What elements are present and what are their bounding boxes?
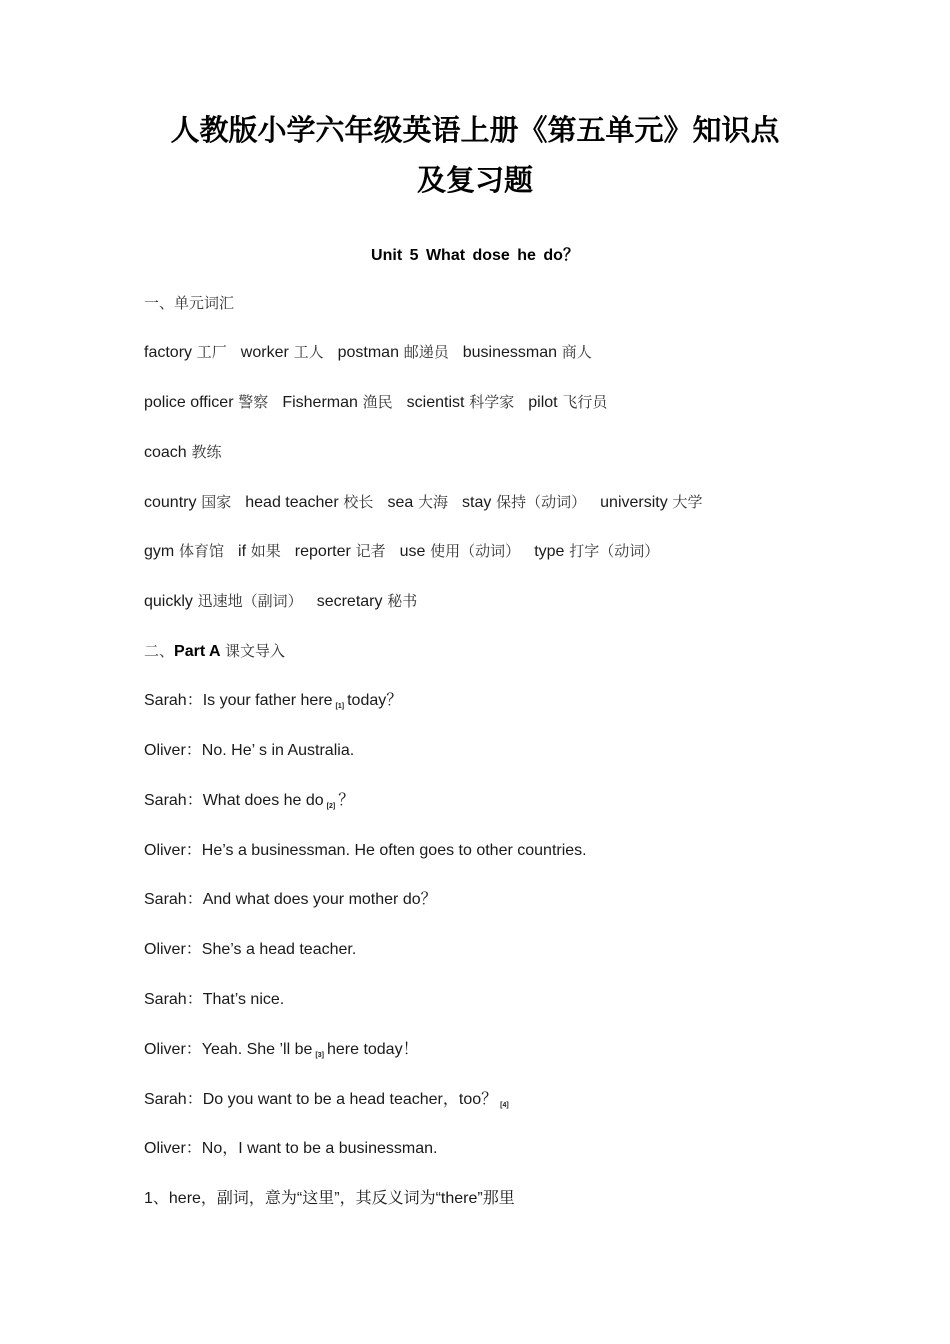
vocab-chinese: 记者: [350, 542, 386, 560]
vocab-english: Fisherman: [282, 394, 358, 411]
vocab-row: [144, 541, 673, 562]
section1-heading: 一、单元词汇: [144, 294, 235, 312]
document-title-line2: 及复习题: [416, 163, 533, 197]
dialogue-speaker: Oliver：: [144, 1140, 202, 1157]
dialogue-speaker: Oliver：: [144, 842, 202, 859]
dialogue-text: Yeah. She ’ll be: [201, 1041, 313, 1058]
dialogue-line: [144, 990, 284, 1010]
dialogue-speaker: Oliver：: [144, 941, 202, 958]
dialogue-text: And what does your mother do？: [202, 891, 437, 908]
vocab-item: [241, 344, 324, 361]
vocab-chinese: 如果: [246, 542, 281, 560]
section2-heading-prefix: 二、: [144, 642, 175, 660]
dialogue-line: [144, 940, 356, 960]
vocab-english: scientist: [406, 394, 465, 411]
vocab-item: [238, 543, 281, 560]
vocab-chinese: 打字（动词）: [564, 542, 660, 560]
vocab-item: [463, 344, 592, 361]
vocab-item: [144, 593, 303, 610]
dialogue-speaker: Oliver：: [144, 1041, 202, 1058]
dialogue-line: [144, 1090, 512, 1116]
vocab-english: businessman: [462, 344, 558, 361]
unit-subtitle: Unit 5 What dose he do？: [371, 247, 579, 264]
vocab-item: [317, 593, 418, 610]
dialogue-text-after: ？: [338, 792, 355, 809]
vocab-row: [144, 392, 621, 413]
vocab-chinese: 工厂: [192, 343, 227, 361]
dialogue-speaker: Sarah：: [144, 1091, 203, 1108]
vocab-english: if: [238, 543, 247, 560]
vocab-english: secretary: [316, 593, 383, 610]
dialogue-line: [144, 841, 587, 861]
vocab-english: head teacher: [245, 494, 339, 511]
vocab-chinese: 迅速地（副词）: [192, 592, 303, 610]
dialogue-text: No，I want to be a businessman.: [201, 1140, 438, 1157]
vocab-chinese: 保持（动词）: [491, 493, 587, 511]
vocab-english: quickly: [144, 593, 193, 610]
vocab-row: [144, 492, 717, 513]
dialogue-line: [144, 741, 354, 761]
vocab-chinese: 飞行员: [557, 393, 608, 411]
vocab-english: police officer: [144, 394, 234, 411]
vocab-item: [282, 394, 392, 411]
vocab-item: [144, 444, 221, 461]
vocab-chinese: 渔民: [357, 393, 393, 411]
vocab-english: country: [144, 494, 197, 511]
vocab-chinese: 大学: [667, 493, 703, 511]
vocab-chinese: 邮递员: [398, 343, 449, 361]
vocab-english: type: [534, 543, 565, 560]
vocab-english: gym: [144, 543, 175, 560]
dialogue-text: He’s a businessman. He often goes to other countries.: [201, 842, 587, 859]
dialogue-text: Do you want to be a head teacher，too？: [202, 1091, 498, 1108]
vocab-english: sea: [387, 494, 414, 511]
vocab-item: [144, 543, 224, 560]
dialogue-speaker: Sarah：: [144, 792, 203, 809]
dialogue-text-after: here today！: [326, 1041, 419, 1058]
vocab-english: pilot: [528, 394, 558, 411]
vocab-row: [144, 442, 235, 463]
vocab-chinese: 教练: [186, 443, 222, 461]
vocab-chinese: 大海: [413, 493, 449, 511]
dialogue-text: She’s a head teacher.: [201, 941, 357, 958]
vocab-english: factory: [144, 344, 193, 361]
dialogue-text-after: today？: [347, 692, 403, 709]
vocab-item: [407, 394, 515, 411]
vocab-item: [295, 543, 386, 560]
vocab-english: stay: [462, 494, 492, 511]
dialogue-text: No. He’ s in Australia.: [201, 742, 355, 759]
dialogue-line: [144, 1139, 437, 1159]
vocab-chinese: 警察: [233, 393, 269, 411]
vocab-english: use: [399, 543, 426, 560]
vocab-item: [144, 344, 227, 361]
footnote-marker: [4]: [500, 1102, 509, 1109]
document-title-line1: 人教版小学六年级英语上册《第五单元》知识点: [170, 113, 780, 147]
dialogue-line: [144, 691, 402, 717]
vocab-item: [245, 494, 373, 511]
vocab-row: [144, 342, 606, 363]
vocab-english: postman: [337, 344, 399, 361]
vocab-item: [400, 543, 521, 560]
vocab-item: [387, 494, 448, 511]
dialogue-line: [144, 1040, 419, 1066]
vocab-chinese: 工人: [288, 343, 324, 361]
section2-heading: [144, 641, 285, 662]
footnote-marker: [2]: [326, 803, 336, 810]
dialogue-speaker: Sarah：: [144, 991, 203, 1008]
footnote-marker: [3]: [315, 1052, 324, 1059]
vocab-chinese: 校长: [338, 493, 374, 511]
vocab-item: [144, 494, 231, 511]
vocab-item: [462, 494, 586, 511]
dialogue-text: That’s nice.: [202, 991, 285, 1008]
vocab-chinese: 秘书: [382, 592, 418, 610]
explanation-note-1: 1、here，副词，意为“这里”，其反义词为“there”那里: [144, 1190, 515, 1207]
vocab-english: worker: [240, 344, 289, 361]
vocab-item: [528, 394, 607, 411]
vocab-item: [600, 494, 702, 511]
section2-heading-suffix: 课文导入: [225, 642, 286, 660]
vocab-chinese: 科学家: [464, 393, 515, 411]
vocab-item: [338, 344, 449, 361]
footnote-marker: [1]: [335, 703, 345, 710]
vocab-item: [144, 394, 268, 411]
vocab-chinese: 商人: [557, 343, 592, 361]
dialogue-speaker: Sarah：: [144, 891, 203, 908]
vocab-chinese: 国家: [196, 493, 232, 511]
dialogue-speaker: Sarah：: [144, 692, 203, 709]
vocab-chinese: 使用（动词）: [425, 542, 521, 560]
vocab-english: coach: [144, 444, 187, 461]
section2-heading-part: Part A: [174, 643, 221, 660]
dialogue-speaker: Oliver：: [144, 742, 202, 759]
dialogue-text: What does he do: [202, 792, 324, 809]
dialogue-text: Is your father here: [202, 692, 333, 709]
vocab-row: [144, 591, 431, 612]
vocab-item: [534, 543, 659, 560]
vocab-english: university: [600, 494, 668, 511]
vocab-chinese: 体育馆: [174, 542, 225, 560]
dialogue-line: [144, 791, 354, 817]
vocab-english: reporter: [294, 543, 351, 560]
dialogue-line: [144, 890, 437, 910]
